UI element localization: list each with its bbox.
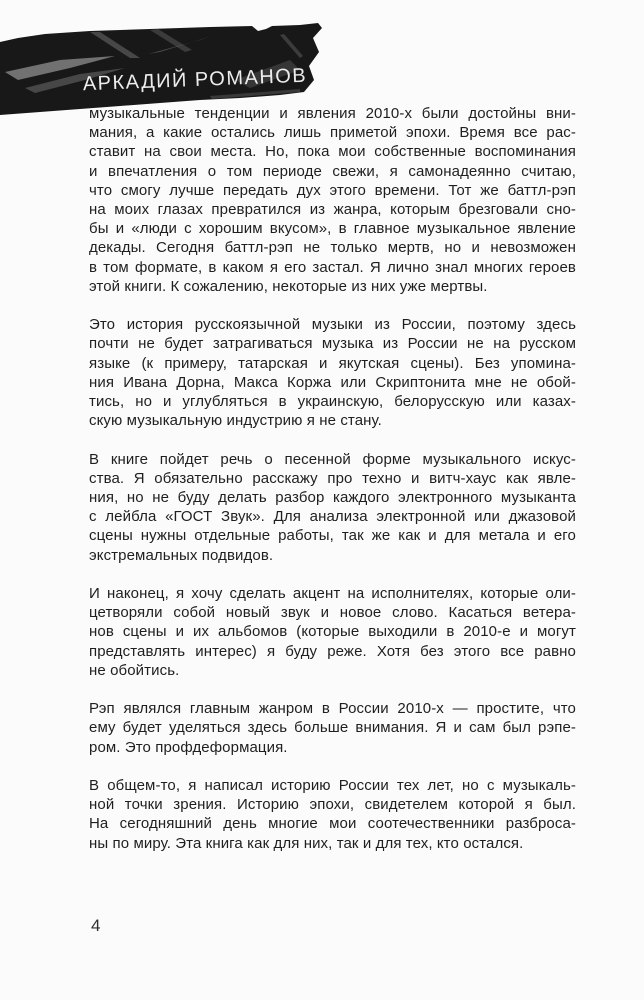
tape-shape <box>0 23 322 115</box>
text-line: ны по миру. Эта книга как для них, так и для тех, кто остался. <box>89 834 524 852</box>
text-line: ему будет уделяться здесь больше внимания. Я и сам был рэпе- <box>89 719 576 737</box>
text-line: языке (к примеру, татарская и якутская сцены). Без упомина- <box>89 354 576 372</box>
text-line: декады. Сегодня баттл-рэп не только мертв, но и невозможен <box>89 239 576 257</box>
text-line: и впечатления о том периоде свежи, я самонадеянно считаю, <box>89 162 576 180</box>
paragraph <box>89 699 576 757</box>
text-line: сцены нужны отдельные работы, так же как и для метала и его <box>89 527 576 545</box>
text-line: ной точки зрения. Историю эпохи, свидетелем которой я был. <box>89 796 576 814</box>
text-line: почти не будет затрагиваться музыка из России не на русском <box>89 335 576 353</box>
page-number: 4 <box>91 916 101 935</box>
text-line: И наконец, я хочу сделать акцент на исполнителях, которые оли- <box>89 585 576 603</box>
text-line: не обойтись. <box>89 661 180 679</box>
author-name: АРКАДИЙ РОМАНОВ <box>82 64 308 96</box>
paragraph <box>89 776 576 853</box>
text-line: с лейбла «ГОСТ Звук». Для анализа электронной или джазовой <box>89 508 576 526</box>
paragraph <box>89 315 576 430</box>
paragraph <box>89 104 576 296</box>
text-line: Это история русскоязычной музыки из России, поэтому здесь <box>89 316 576 334</box>
text-line: экстремальных подвидов. <box>89 546 274 564</box>
text-line: В книге пойдет речь о песенной форме музыкального искус- <box>89 450 576 468</box>
paragraph <box>89 450 576 565</box>
text-line: музыкальные тенденции и явления 2010-х были достойны вни- <box>89 105 576 122</box>
text-line: бы и «люди с хорошим вкусом», в главное музыкальное явление <box>89 220 576 238</box>
text-line: ром. Это профдеформация. <box>89 738 288 756</box>
text-line: ставит на свои места. Но, пока мои собственные воспоминания <box>89 143 576 161</box>
text-line: ства. Я обязательно расскажу про техно и витч-хаус как явле- <box>89 469 576 487</box>
text-line: нов сцены и их альбомов (которые выходили в 2010-е и могут <box>89 623 576 641</box>
text-line: представлять интерес) я буду реже. Хотя без этого все равно <box>89 642 576 660</box>
text-line: мания, а какие остались лишь приметой эпохи. Время все рас- <box>89 124 576 142</box>
text-line: Рэп являлся главным жанром в России 2010-х — простите, что <box>89 700 576 718</box>
text-line: скую музыкальную индустрию я не стану. <box>89 412 382 430</box>
text-line: В общем-то, я написал историю России тех лет, но с музыкаль- <box>89 777 576 795</box>
text-line: этой книги. К сожалению, некоторые из них уже мертвы. <box>89 277 488 295</box>
paragraph <box>89 584 576 680</box>
text-line: тись, но и углубляться в украинскую, белорусскую или казах- <box>89 393 576 411</box>
text-line: На сегодняшний день многие мои соотечественники разброса- <box>89 815 576 833</box>
text-line: что смогу лучше передать дух этого времени. Тот же баттл-рэп <box>89 181 576 199</box>
text-line: ния, но не буду делать разбор каждого электронного музыканта <box>89 489 576 507</box>
text-line: на моих глазах превратился из жанра, которым брезговали сно- <box>89 201 576 219</box>
text-line: ния Ивана Дорна, Макса Коржа или Скриптонита мне не обой- <box>89 373 576 391</box>
text-line: в том формате, в каком я его застал. Я лично знал многих героев <box>89 258 576 276</box>
text-line: цетворяли собой новый звук и новое слово. Касаться ветера- <box>89 604 576 622</box>
page-text <box>89 104 576 872</box>
